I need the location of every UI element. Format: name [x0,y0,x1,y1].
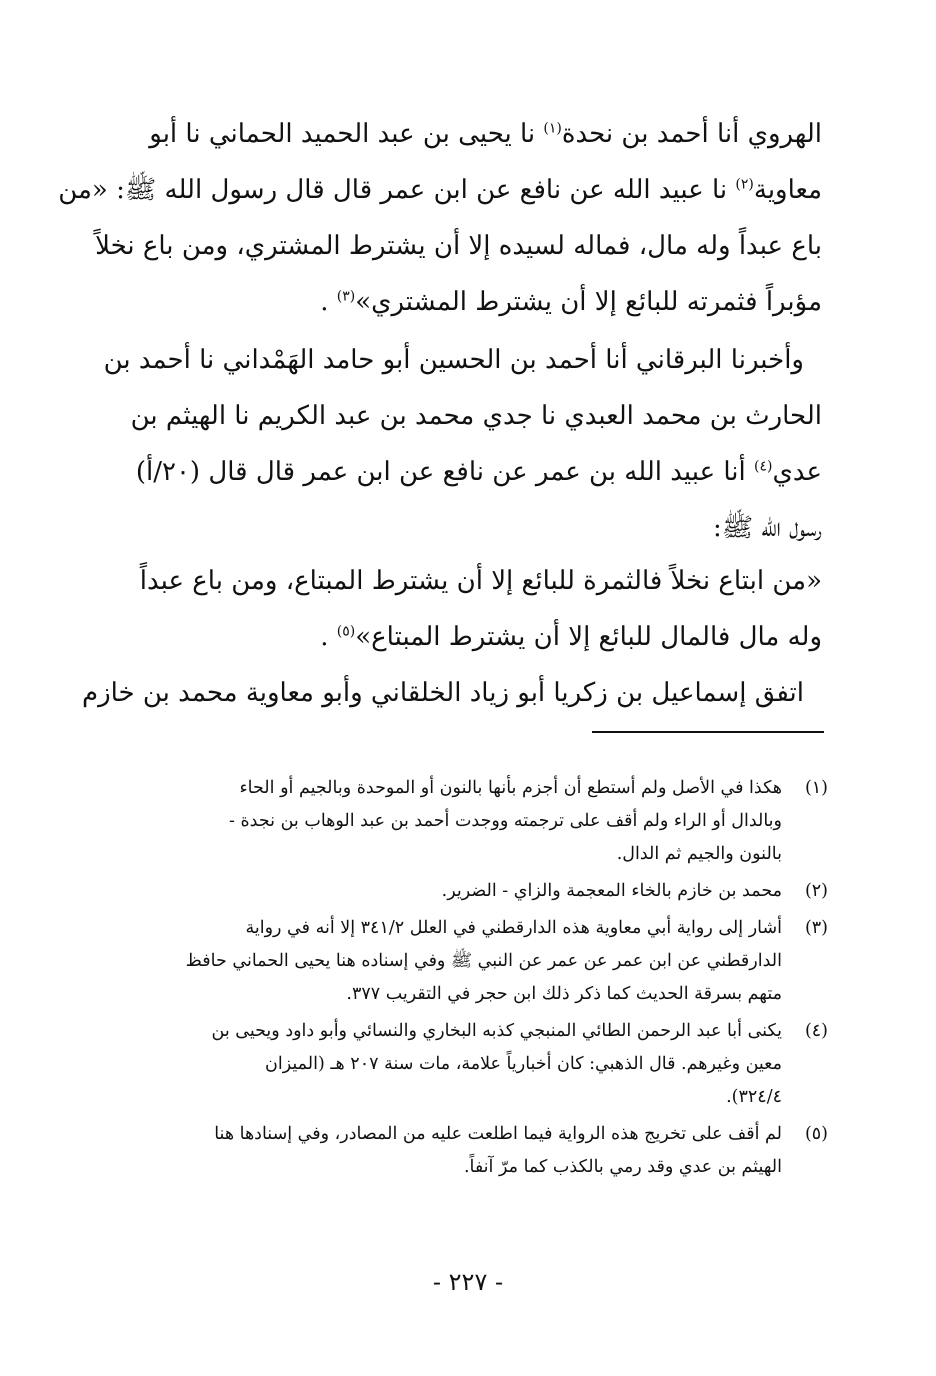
footnote-line: لم أقف على تخريج هذه الرواية فيما اطلعت عليه من المصادر، وفي إسنادها هنا [214,1124,782,1144]
footnote-ref[interactable]: (٣) [336,288,356,305]
text-line [81,665,822,721]
footnote-line: هكذا في الأصل ولم أستطع أن أجزم بأنها بالنون أو الموحدة وبالجيم أو الحاء [239,778,782,798]
line-text: مؤبراً فثمرته للبائع إلا أن يشترط المشتري» [355,287,822,317]
line-text: نا يحيى بن عبد الحميد الحماني نا أبو [149,119,544,149]
footnote-5 [118,1118,828,1184]
text-line [95,218,822,274]
line-text: أنا عبيد الله بن عمر عن نافع عن ابن عمر قال قال (٢٠/أ) [135,457,755,487]
line-text: نا عبيد الله عن نافع عن ابن عمر قال قال رسول الله ﷺ: «من [58,175,736,205]
footnote-ref[interactable]: (٤) [754,458,773,475]
line-text: الهروي أنا أحمد بن نحدة [561,119,822,149]
line-text: . [320,622,337,652]
paragraph-3 [118,553,822,665]
footnote-line: أشار إلى رواية أبي معاوية هذه الدارقطني في العلل ٣٤١/٢ إلا أنه في رواية [245,918,782,938]
line-text: معاوية [753,175,822,205]
line-text: «من ابتاع نخلاً فالثمرة للبائع إلا أن يشترط المبتاع، ومن باع عبداً [139,566,822,596]
footnote-3 [118,912,828,1011]
footnote-line: محمد بن خازم بالخاء المعجمة والزاي - الضرير. [441,881,782,901]
footnote-4 [118,1015,828,1114]
paragraph-2 [103,332,822,556]
text-line [118,444,822,500]
footnote-number: (١) [804,778,828,798]
footnote-line: الهيثم بن عدي وقد رمي بالكذب كما مرّ آنفاً. [463,1157,782,1177]
line-text: الحارث بن محمد العبدي نا جدي محمد بن عبد الكريم نا الهيثم بن [130,401,822,431]
line-text: . [320,287,337,317]
footnote-line: الدارقطني عن ابن عمر عن عمر عن النبي ﷺ وفي إسناده هنا يحيى الحماني حافظ [185,951,782,971]
footnote-line: يكنى أبا عبد الرحمن الطائي المنبجي كذبه البخاري والنسائي وأبو داود ويحيى بن [211,1021,782,1041]
paragraph-4 [81,665,822,721]
footnote-ref[interactable]: (٥) [336,623,356,640]
line-text: وله مال فالمال للبائع إلا أن يشترط المبتاع» [355,622,822,652]
footnote-line: ٣٢٤/٤). [726,1087,782,1107]
footnote-ref[interactable]: (١) [543,120,562,137]
footnote-line: متهم بسرقة الحديث كما ذكر ذلك ابن حجر في التقريب ٣٧٧. [346,984,782,1004]
line-text: عدي [772,457,822,487]
footnote-1 [118,772,828,871]
footnote-line: معين وغيرهم. قال الذهبي: كان أخبارياً علامة، مات سنة ٢٠٧ هـ (الميزان [265,1054,782,1074]
page-number: - ٢٢٧ - [432,1268,504,1296]
footnote-number: (٤) [804,1021,828,1041]
text-line [118,609,822,665]
paragraph-1 [58,106,822,330]
body-text [81,665,822,721]
footnote-ref[interactable]: (٢) [735,176,754,193]
body-text [58,106,822,330]
footnote-number: (٣) [804,918,828,938]
line-text: وأخبرنا البرقاني أنا أحمد بن الحسين أبو حامد الهَمْداني نا أحمد بن [103,345,804,375]
footnotes [118,772,828,1188]
footnote-2 [118,875,828,908]
footnote-number: (٥) [804,1124,828,1144]
text-line [103,332,822,388]
body-text [103,332,822,556]
text-line [58,162,822,218]
line-text: رسول الله ﷺ: [712,513,822,543]
line-text: اتفق إسماعيل بن زكريا أبو زياد الخلقاني وأبو معاوية محمد بن خازم [81,678,804,708]
footnote-line: وبالدال أو الراء ولم أقف على ترجمته ووجدت أحمد بن عبد الوهاب بن نجدة - [229,811,782,831]
text-line [118,500,822,556]
footnote-number: (٢) [804,881,828,901]
text-line [118,106,822,162]
footnote-separator [592,731,824,733]
text-line [118,274,822,330]
line-text: باع عبداً وله مال، فماله لسيده إلا أن يشترط المشتري، ومن باع نخلاً [95,231,822,261]
footnote-line: بالنون والجيم ثم الدال. [616,844,782,864]
body-text [118,553,822,665]
text-line [118,553,822,609]
text-line [118,388,822,444]
